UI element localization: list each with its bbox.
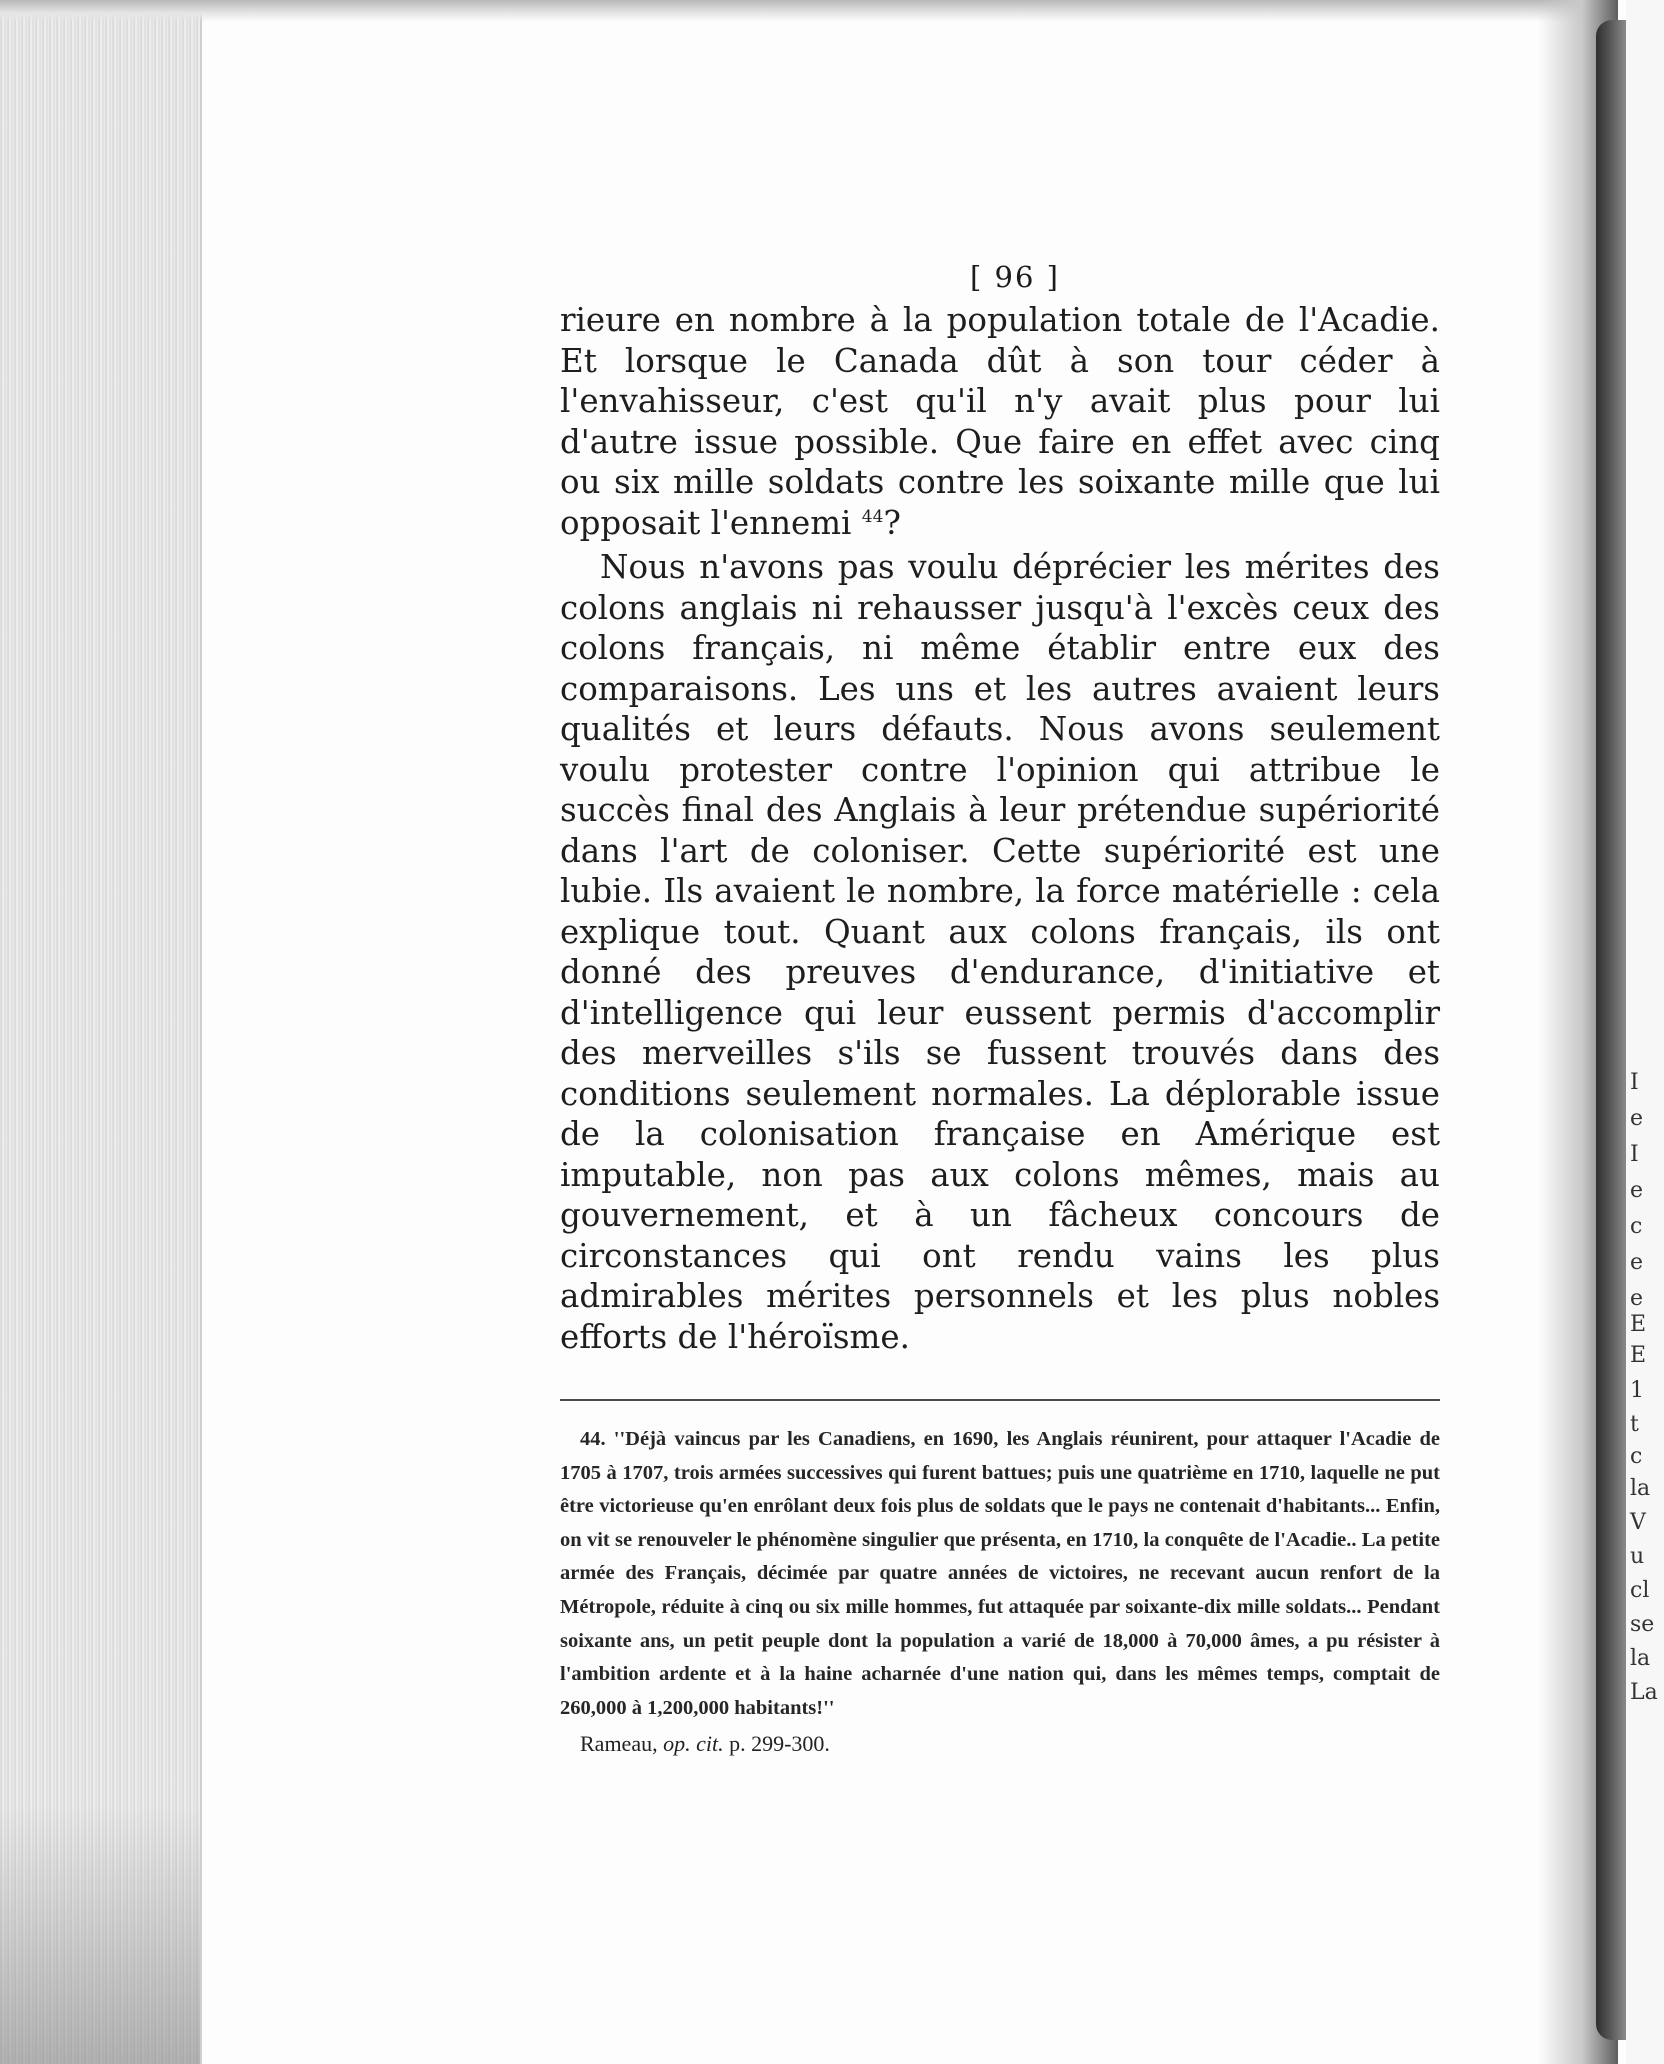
facing-page-fragment: e [1630,1106,1644,1131]
footnote: 44. ''Déjà vaincus par les Canadiens, en 1690, les Anglais réunirent, pour attaquer l'Acadie de 1705 à 1707, trois armées successives qui furent battues; puis une quatrième en 1710, laquelle ne put être victorieuse qu'en enrôlant deux fois plus de soldats que le pays ne contenait d'habitants... Enfin, on vit se renouveler le phénomène singulier que présenta, en 1710, la conquête de l'Acadie.. La petite armée des Français, décimée par quatre années de victoires, ne recevant aucun renfort de la Métropole, réduite à cinq ou six mille hommes, fut attaquée par soixante-dix mille soldats... Pendant soixante ans, un petit peuple dont la population a varié de 18,000 à 70,000 âmes, a pu résister à l'ambition ardente et à la haine acharnée d'une nation qui, dans les mêmes temps, comptait de 260,000 à 1,200,000 habitants!'' [560,1428,1440,1719]
facing-page-fragment: La [1630,1680,1658,1705]
facing-page-fragment: V [1630,1510,1646,1535]
facing-page-fragment: la [1630,1646,1651,1671]
footnote-source-work: op. cit. [663,1731,724,1757]
paragraph [560,300,1440,543]
facing-page-fragment: e [1630,1178,1644,1203]
facing-page-fragment: e [1630,1250,1644,1275]
book-spine [1596,20,1626,2040]
facing-page-fragment: t [1630,1412,1639,1437]
paragraph-text: rieure en nombre à la population totale de l'Acadie. Et lorsque le Canada dût à son tour céder à l'envahisseur, c'est qu'il n'y avait plus pour lui d'autre issue possible. Que faire en effet avec cinq ou six mille soldats contre les soixante mille que lui opposait l'ennemi [560,301,1440,542]
facing-page-fragment: e [1630,1286,1644,1311]
facing-page-fragment: c [1630,1214,1643,1239]
facing-page-fragment: E [1630,1312,1647,1337]
facing-page-fragment: la [1630,1476,1651,1501]
book-page-stack-edge [0,0,202,2064]
footnote-source-author: Rameau, [580,1731,658,1757]
paragraph-end-punctuation: ? [883,503,901,542]
facing-page-fragment: I [1630,1070,1639,1095]
page-top-shadow [0,0,1600,22]
facing-page-fragment: se [1630,1612,1655,1637]
page-number: [ 96 ] [970,260,1060,294]
facing-page-fragment: I [1630,1142,1639,1167]
book-page [560,260,1440,1760]
footnote-reference: 44 [861,506,884,527]
facing-page-fragment: u [1630,1544,1645,1569]
body-text [560,300,1440,1357]
footnote-divider [560,1399,1440,1401]
facing-page-fragment: cl [1630,1578,1650,1603]
facing-page-fragment: 1 [1630,1378,1644,1403]
facing-page-fragment: E [1630,1343,1647,1368]
paragraph: Nous n'avons pas voulu déprécier les mérites des colons anglais ni rehausser jusqu'à l'excès ceux des colons français, ni même établir entre eux des comparaisons. Les uns et les autres avaient leurs qualités et leurs défauts. Nous avons seulement voulu protester contre l'opinion qui attribue le succès final des Anglais à leur prétendue supériorité dans l'art de coloniser. Cette supériorité est une lubie. Ils avaient le nombre, la force matérielle : cela explique tout. Quant aux colons français, ils ont donné des preuves d'endurance, d'initiative et d'intelligence qui leur eussent permis d'accomplir des merveilles s'ils se fussent trouvés dans des conditions seulement normales. La déplorable issue de la colonisation française en Amérique est imputable, non pas aux colons mêmes, mais au gouvernement, et à un fâcheux concours de circonstances qui ont rendu vains les plus admirables mérites personnels et les plus nobles efforts de l'héroïsme. [560,548,1440,1356]
footnote-source [580,1727,1440,1760]
facing-page-edge [1626,0,1664,2064]
footnote-source-pages: p. 299-300. [729,1731,830,1757]
facing-page-fragment: c [1630,1444,1643,1469]
